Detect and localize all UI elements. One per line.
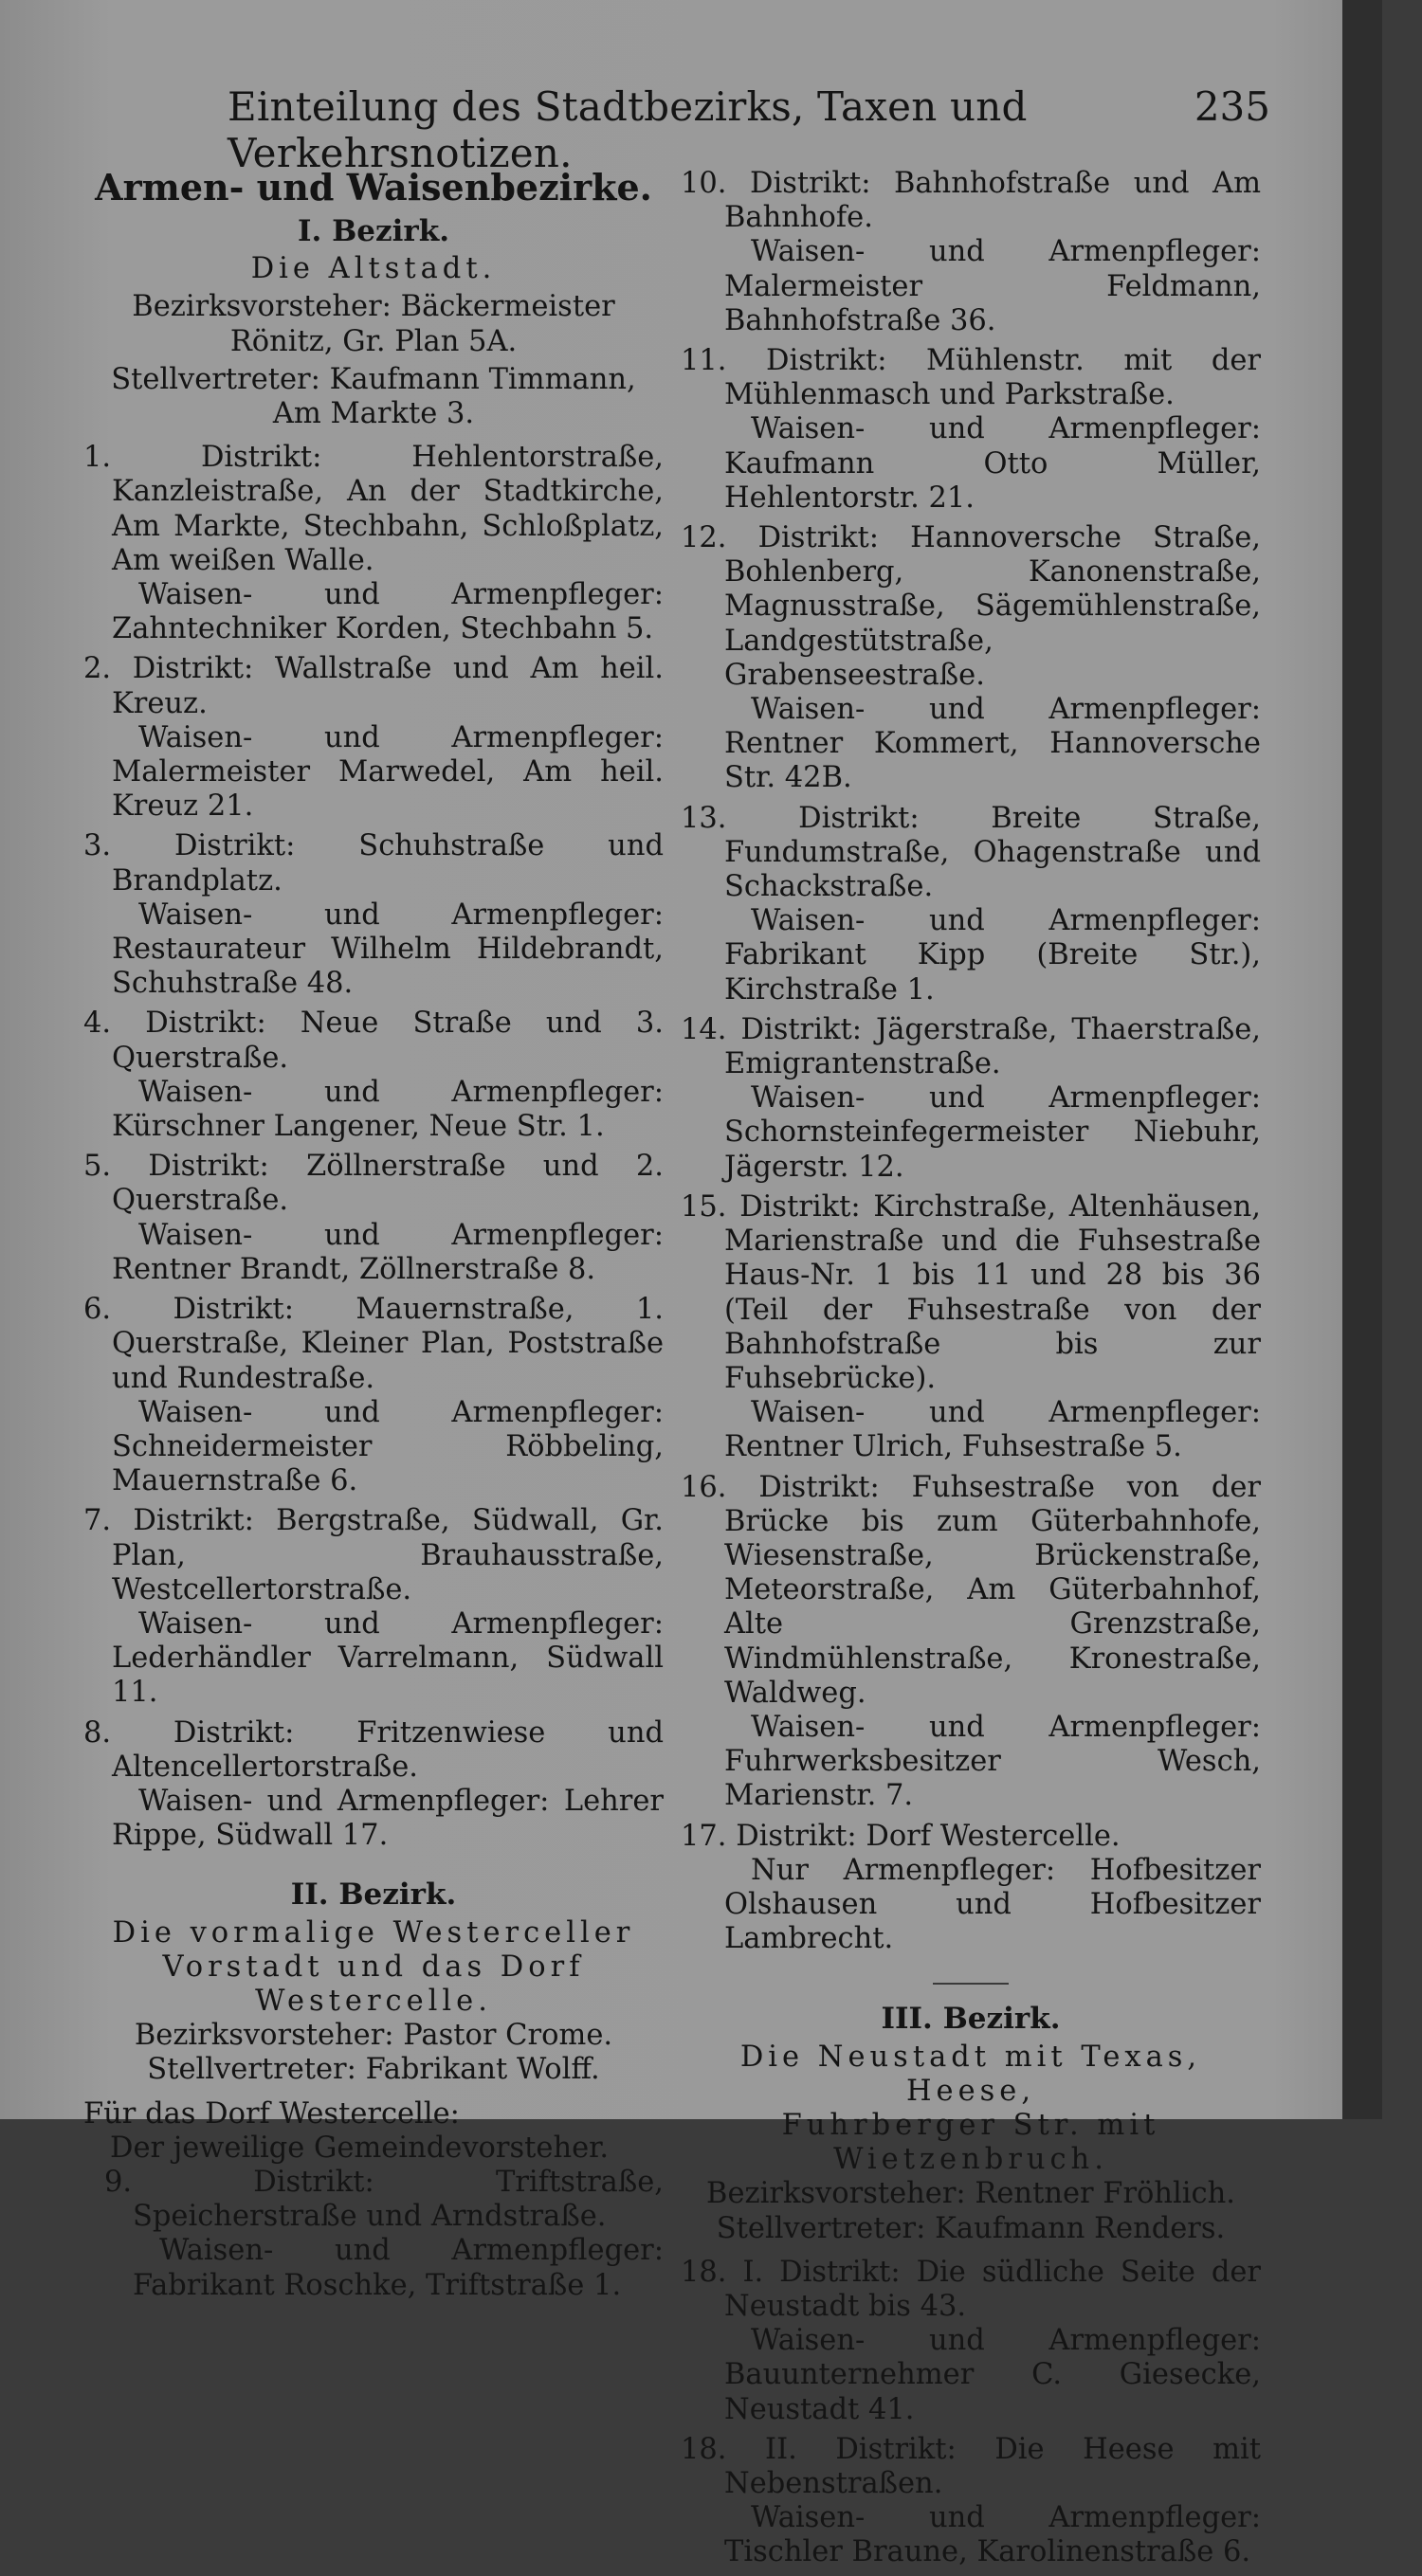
- district-entry-18-ii: [681, 2433, 1261, 2570]
- district-entry-6: [83, 1293, 664, 1498]
- district-entry-2: [83, 652, 664, 824]
- bezirk-1-title: I. Bezirk.: [298, 214, 449, 248]
- district-streets: 8. Distrikt: Fritzenwiese und Altencellertorstraße.: [83, 1715, 664, 1784]
- district-caretaker: Waisen- und Armenpfleger: Malermeister Marwedel, Am heil. Kreuz 21.: [112, 720, 664, 824]
- district-streets: 12. Distrikt: Hannoversche Straße, Bohlenberg, Kanonenstraße, Magnusstraße, Sägemühlenstraße, Landgestütstraße, Grabenseestraße.: [681, 521, 1261, 692]
- bezirk-2-vorsteher: Bezirksvorsteher: Pastor Crome.: [134, 2019, 613, 2053]
- district-caretaker: Waisen- und Armenpfleger: Restaurateur Wilhelm Hildebrandt, Schuhstraße 48.: [112, 898, 664, 1001]
- district-entry-17: [681, 1820, 1261, 1957]
- district-caretaker: Waisen- und Armenpfleger: Rentner Ulrich, Fuhsestraße 5.: [724, 1396, 1261, 1464]
- district-entry-11: [681, 344, 1261, 516]
- district-caretaker: Waisen- und Armenpfleger: Kaufmann Otto Müller, Hehlentorstr. 21.: [724, 412, 1261, 515]
- district-caretaker: Waisen- und Armenpfleger: Schornsteinfegermeister Niebuhr, Jägerstr. 12.: [724, 1081, 1261, 1184]
- district-entry-10: [681, 167, 1261, 338]
- district-caretaker: Waisen- und Armenpfleger: Bauunternehmer C. Giesecke, Neustadt 41.: [724, 2324, 1261, 2426]
- bezirk-3-vertreter: Stellvertreter: Kaufmann Renders.: [716, 2211, 1226, 2245]
- district-streets: 18. I. Distrikt: Die südliche Seite der Neustadt bis 43.: [681, 2255, 1261, 2323]
- district-caretaker: Waisen- und Armenpfleger: Lederhändler Varrelmann, Südwall 11.: [112, 1606, 664, 1710]
- district-streets: 17. Distrikt: Dorf Westercelle.: [681, 1819, 1121, 1853]
- district-entry-4: [83, 1007, 664, 1144]
- district-streets: 14. Distrikt: Jägerstraße, Thaerstraße, Emigrantenstraße.: [681, 1012, 1261, 1081]
- bezirk-1-vertreter: Stellvertreter: Kaufmann Timmann, Am Markte 3.: [111, 362, 636, 431]
- district-entry-14: [681, 1013, 1261, 1185]
- district-caretaker: Waisen- und Armenpfleger: Schneidermeister Röbbeling, Mauernstraße 6.: [112, 1395, 664, 1498]
- district-streets: 4. Distrikt: Neue Straße und 3. Querstraße.: [83, 1007, 664, 1075]
- district-entry-13: [681, 802, 1261, 1007]
- district-entry-3: [83, 829, 664, 1001]
- bezirk-2-title: II. Bezirk.: [290, 1878, 457, 1913]
- district-caretaker: Nur Armenpfleger: Hofbesitzer Olshausen und Hofbesitzer Lambrecht.: [724, 1853, 1261, 1956]
- district-streets: 13. Distrikt: Breite Straße, Fundumstraße, Ohagenstraße und Schackstraße.: [681, 801, 1261, 904]
- district-caretaker: Waisen- und Armenpfleger: Tischler Braune, Karolinenstraße 6.: [724, 2501, 1261, 2569]
- left-column: [83, 167, 664, 2309]
- district-streets: 18. II. Distrikt: Die Heese mit Nebenstraßen.: [681, 2432, 1261, 2500]
- district-streets: 5. Distrikt: Zöllnerstraße und 2. Querstraße.: [83, 1150, 664, 1218]
- district-caretaker: Waisen- und Armenpfleger: Rentner Brandt, Zöllnerstraße 8.: [112, 1218, 664, 1286]
- district-streets: 6. Distrikt: Mauernstraße, 1. Querstraße, Kleiner Plan, Poststraße und Rundestraße.: [83, 1293, 664, 1395]
- bezirk-3-vorsteher: Bezirksvorsteher: Rentner Fröhlich.: [706, 2177, 1235, 2211]
- district-streets: 15. Distrikt: Kirchstraße, Altenhäusen, Marienstraße und die Fuhsestraße Haus-Nr. 1 bis 11 und 28 bis 36 (Teil der Fuhsestraße von der Bahnhofstraße bis zur Fuhsebrücke).: [681, 1189, 1261, 1395]
- dorf-vorsteher: Der jeweilige Gemeindevorsteher.: [110, 2131, 610, 2165]
- district-entry-15: [681, 1190, 1261, 1465]
- bezirk-3-title: III. Bezirk.: [881, 2002, 1061, 2037]
- district-streets: 2. Distrikt: Wallstraße und Am heil. Kreuz.: [83, 652, 664, 720]
- district-streets: 3. Distrikt: Schuhstraße und Brandplatz.: [83, 829, 664, 898]
- district-streets: 9. Distrikt: Triftstraße, Speicherstraße und Arndstraße.: [104, 2165, 664, 2234]
- district-caretaker: Waisen- und Armenpfleger: Fabrikant Kipp (Breite Str.), Kirchstraße 1.: [724, 904, 1261, 1007]
- district-entry-5: [83, 1150, 664, 1287]
- district-caretaker: Waisen- und Armenpfleger: Fabrikant Roschke, Triftstraße 1.: [133, 2234, 664, 2302]
- district-entry-9: [83, 2166, 664, 2303]
- district-entry-12: [681, 521, 1261, 796]
- dorf-label: Für das Dorf Westercelle:: [83, 2096, 460, 2131]
- bezirk-2-vertreter: Stellvertreter: Fabrikant Wolff.: [147, 2053, 600, 2087]
- section-heading: Armen- und Waisenbezirke.: [95, 166, 652, 209]
- district-streets: 7. Distrikt: Bergstraße, Südwall, Gr. Plan, Brauhausstraße, Westcellertorstraße.: [83, 1504, 664, 1606]
- district-caretaker: Waisen- und Armenpfleger: Zahntechniker Korden, Stechbahn 5.: [112, 578, 664, 646]
- bezirk-1-area: Die Altstadt.: [250, 252, 497, 286]
- district-caretaker: Waisen- und Armenpfleger: Fuhrwerksbesitzer Wesch, Marienstr. 7.: [724, 1710, 1261, 1813]
- district-streets: 1. Distrikt: Hehlentorstraße, Kanzleistraße, An der Stadtkirche, Am Markte, Stechbahn, Schloßplatz, Am weißen Walle.: [83, 441, 664, 577]
- district-caretaker: Waisen- und Armenpfleger: Rentner Kommert, Hannoversche Str. 42B.: [724, 693, 1261, 795]
- page-edge-shadow: [1342, 0, 1382, 2119]
- district-entry-18-i: [681, 2256, 1261, 2427]
- district-entry-8: [83, 1716, 664, 1854]
- bezirk-1-vorsteher: Bezirksvorsteher: Bäckermeister Rönitz, Gr. Plan 5A.: [132, 290, 615, 358]
- bezirk-3-area-line2: Fuhrberger Str. mit Wietzenbruch.: [781, 2108, 1160, 2177]
- district-streets: 11. Distrikt: Mühlenstr. mit der Mühlenmasch und Parkstraße.: [681, 344, 1261, 412]
- page-number: 235: [1194, 83, 1270, 130]
- section-divider: [933, 1983, 1009, 1985]
- district-entry-7: [83, 1504, 664, 1710]
- running-header: [228, 83, 1270, 176]
- district-streets: 10. Distrikt: Bahnhofstraße und Am Bahnhofe.: [681, 167, 1261, 235]
- district-streets: 16. Distrikt: Fuhsestraße von der Brücke bis zum Güterbahnhofe, Wiesenstraße, Brückenstraße, Meteorstraße, Am Güterbahnhof, Alte Grenzstraße, Windmühlenstraße, Kronestraße, Waldweg.: [681, 1470, 1261, 1710]
- district-caretaker: Waisen- und Armenpfleger: Lehrer Rippe, Südwall 17.: [112, 1784, 664, 1853]
- right-column: [681, 167, 1261, 2576]
- running-title: Einteilung des Stadtbezirks, Taxen und Verkehrsnotizen.: [228, 83, 1028, 176]
- district-caretaker: Waisen- und Armenpfleger: Malermeister Feldmann, Bahnhofstraße 36.: [724, 235, 1261, 337]
- bezirk-3-area-line1: Die Neustadt mit Texas, Heese,: [739, 2040, 1202, 2108]
- district-entry-16: [681, 1471, 1261, 1814]
- district-caretaker: Waisen- und Armenpfleger: Kürschner Langener, Neue Str. 1.: [112, 1075, 664, 1144]
- district-entry-1: [83, 441, 664, 646]
- bezirk-2-area: Die vormalige Westerceller Vorstadt und das Dorf Westercelle.: [112, 1915, 635, 2018]
